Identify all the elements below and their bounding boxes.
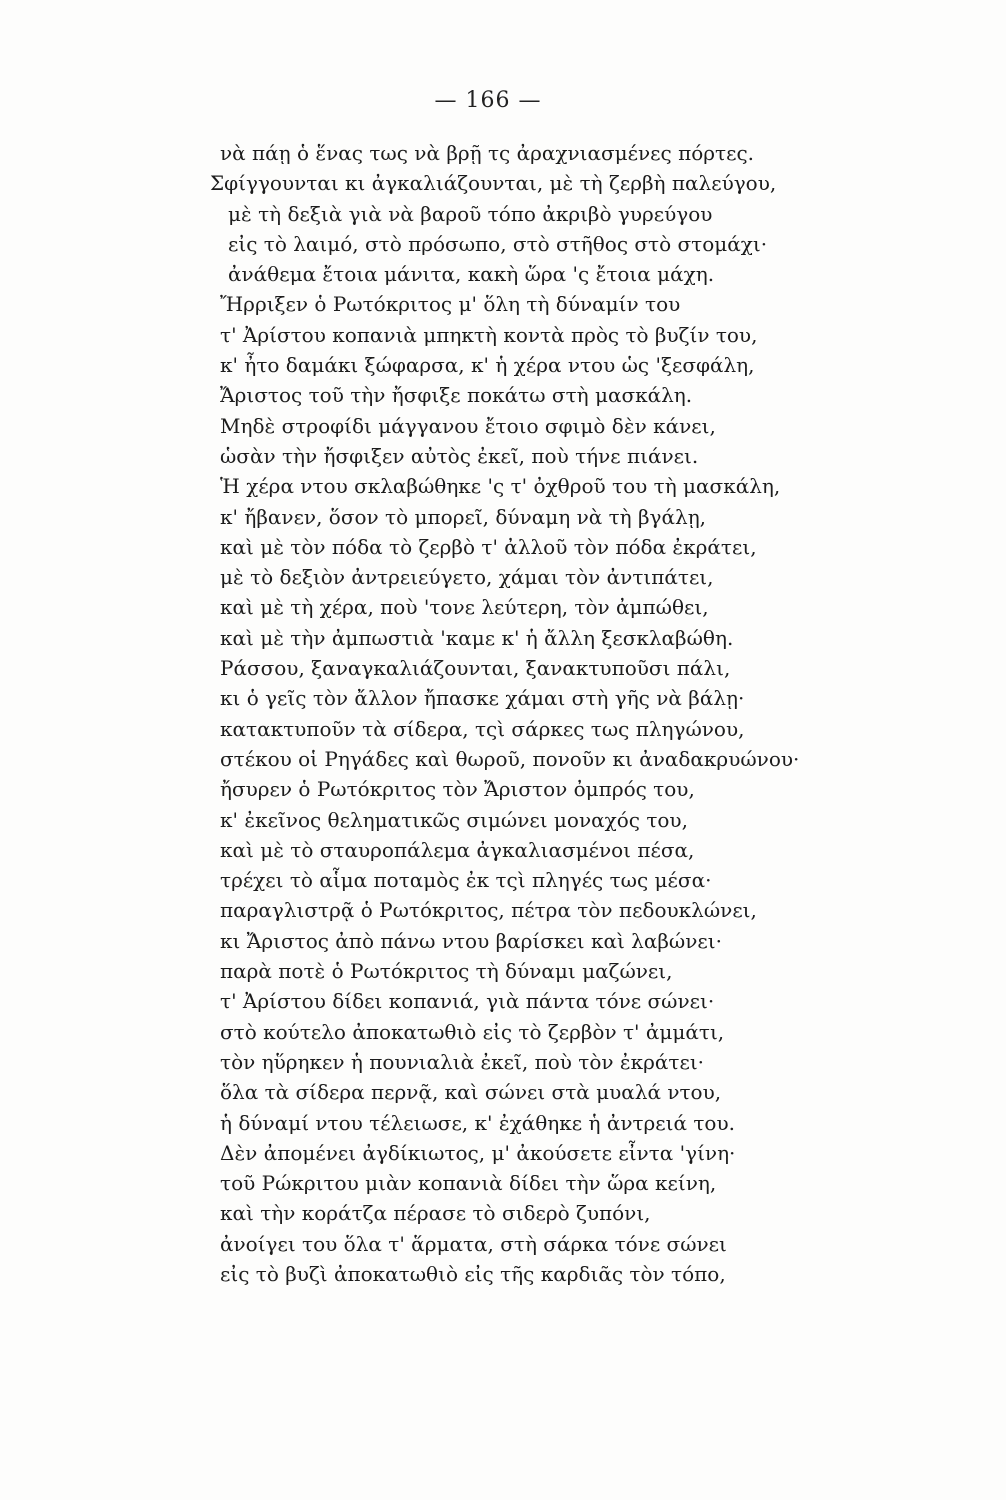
verse-line: κ' ἦτο δαμάκι ξώφαρσα, κ' ἡ χέρα ντου ὡς 'ξεσφάλη,: [220, 353, 755, 378]
verse-line: Ἡ χέρα ντου σκλαβώθηκε 'ς τ' ὀχθροῦ του τὴ μασκάλη,: [220, 474, 781, 499]
verse-line: καὶ μὲ τὴν ἀμπωστιὰ 'καμε κ' ἡ ἄλλη ξεσκλαβώθη.: [220, 625, 734, 650]
verse-line: τὸν ηὕρηκεν ἡ πουνιαλιὰ ἐκεῖ, ποὺ τὸν ἐκράτει·: [220, 1049, 705, 1074]
verse-line: τ' Ἀρίστου κοπανιὰ μπηκτὴ κοντὰ πρὸς τὸ βυζίν του,: [220, 322, 758, 347]
verse-line: παραγλιστρᾷ ὁ Ρωτόκριτος, πέτρα τὸν πεδουκλώνει,: [220, 898, 757, 923]
verse-line: κ' ἐκεῖνος θεληματικῶς σιμώνει μοναχός του,: [220, 807, 688, 832]
poem-text: [210, 138, 860, 1289]
verse-line: ὅλα τὰ σίδερα περνᾷ, καὶ σώνει στὰ μυαλά ντου,: [220, 1080, 722, 1105]
verse-line: ἀνάθεμα ἔτοια μάνιτα, κακὴ ὥρα 'ς ἔτοια μάχη.: [228, 262, 715, 287]
verse-line: Ἤρριξεν ὁ Ρωτόκριτος μ' ὅλη τὴ δύναμίν του: [220, 292, 681, 317]
verse-line: Μηδὲ στροφίδι μάγγανου ἔτοιο σφιμὸ δὲν κάνει,: [220, 413, 716, 438]
verse-line: Ἄριστος τοῦ τὴν ἤσφιξε ποκάτω στὴ μασκάλη.: [220, 383, 693, 408]
verse-line: στὸ κούτελο ἀποκατωθιὸ εἰς τὸ ζερβὸν τ' ἀμμάτι,: [220, 1019, 725, 1044]
verse-line: νὰ πάῃ ὁ ἕνας τως νὰ βρῇ τς ἀραχνιασμένες πόρτες.: [220, 141, 755, 165]
verse-line: Δὲν ἀπομένει ἀγδίκιωτος, μ' ἀκούσετε εἶντα 'γίνη·: [220, 1140, 736, 1165]
verse-line: κι ὁ γεῖς τὸν ἄλλον ἤπασκε χάμαι στὴ γῆς νὰ βάλῃ·: [220, 686, 745, 711]
verse-line: κι Ἄριστος ἀπὸ πάνω ντου βαρίσκει καὶ λαβώνει·: [220, 928, 722, 953]
verse-line: ἤσυρεν ὁ Ρωτόκριτος τὸν Ἄριστον ὀμπρός του,: [220, 777, 695, 802]
verse-line: μὲ τὸ δεξιὸν ἀντρειεύγετο, χάμαι τὸν ἀντιπάτει,: [220, 565, 714, 590]
verse-line: κατακτυποῦν τὰ σίδερα, τςὶ σάρκες τως πληγώνου,: [220, 716, 745, 741]
verse-line: ὡσὰν τὴν ἤσφιξεν αὐτὸς ἐκεῖ, ποὺ τήνε πιάνει.: [220, 443, 699, 468]
verse-line: εἰς τὸ βυζὶ ἀποκατωθιὸ εἰς τῆς καρδιᾶς τὸν τόπο,: [220, 1261, 726, 1286]
verse-line: Σφίγγουνται κι ἀγκαλιάζουνται, μὲ τὴ ζερβὴ παλεύγου,: [210, 171, 777, 196]
verse-line: καὶ μὲ τὸ σταυροπάλεμα ἀγκαλιασμένοι πέσα,: [220, 837, 695, 862]
verse-line: Ράσσου, ξαναγκαλιάζουνται, ξανακτυποῦσι πάλι,: [220, 656, 731, 681]
verse-line: ἀνοίγει του ὅλα τ' ἅρματα, στὴ σάρκα τόνε σώνει: [220, 1231, 727, 1256]
verse-line: τ' Ἀρίστου δίδει κοπανιά, γιὰ πάντα τόνε σώνει·: [220, 989, 715, 1014]
verse-line: τρέχει τὸ αἷμα ποταμὸς ἐκ τςὶ πληγές τως μέσα·: [220, 868, 712, 893]
verse-line: εἰς τὸ λαιμό, στὸ πρόσωπο, στὸ στῆθος στὸ στομάχι·: [228, 231, 768, 256]
verse-line: παρὰ ποτὲ ὁ Ρωτόκριτος τὴ δύναμι μαζώνει,: [220, 959, 673, 984]
verse-line: καὶ μὲ τὸν πόδα τὸ ζερβὸ τ' ἀλλοῦ τὸν πόδα ἐκράτει,: [220, 534, 757, 559]
verse-line: κ' ἤβανεν, ὅσον τὸ μπορεῖ, δύναμη νὰ τὴ βγάλῃ,: [220, 504, 707, 529]
page-number: — 166 —: [434, 88, 542, 113]
verse-line: καὶ μὲ τὴ χέρα, ποὺ 'τονε λεύτερη, τὸν ἀμπώθει,: [220, 595, 709, 620]
verse-line: μὲ τὴ δεξιὰ γιὰ νὰ βαροῦ τόπο ἀκριβὸ γυρεύγου: [228, 201, 713, 226]
verse-line: τοῦ Ρώκριτου μιὰν κοπανιὰ δίδει τὴν ὥρα κείνη,: [220, 1171, 717, 1196]
verse-line: καὶ τὴν κοράτζα πέρασε τὸ σιδερὸ ζυπόνι,: [220, 1201, 651, 1226]
verse-line: στέκου οἱ Ρηγάδες καὶ θωροῦ, πονοῦν κι ἀναδακρυώνου·: [220, 746, 800, 771]
bleed-through: [170, 150, 210, 190]
verse-line: ἡ δύναμί ντου τέλειωσε, κ' ἐχάθηκε ἡ ἀντρειά του.: [220, 1110, 735, 1135]
